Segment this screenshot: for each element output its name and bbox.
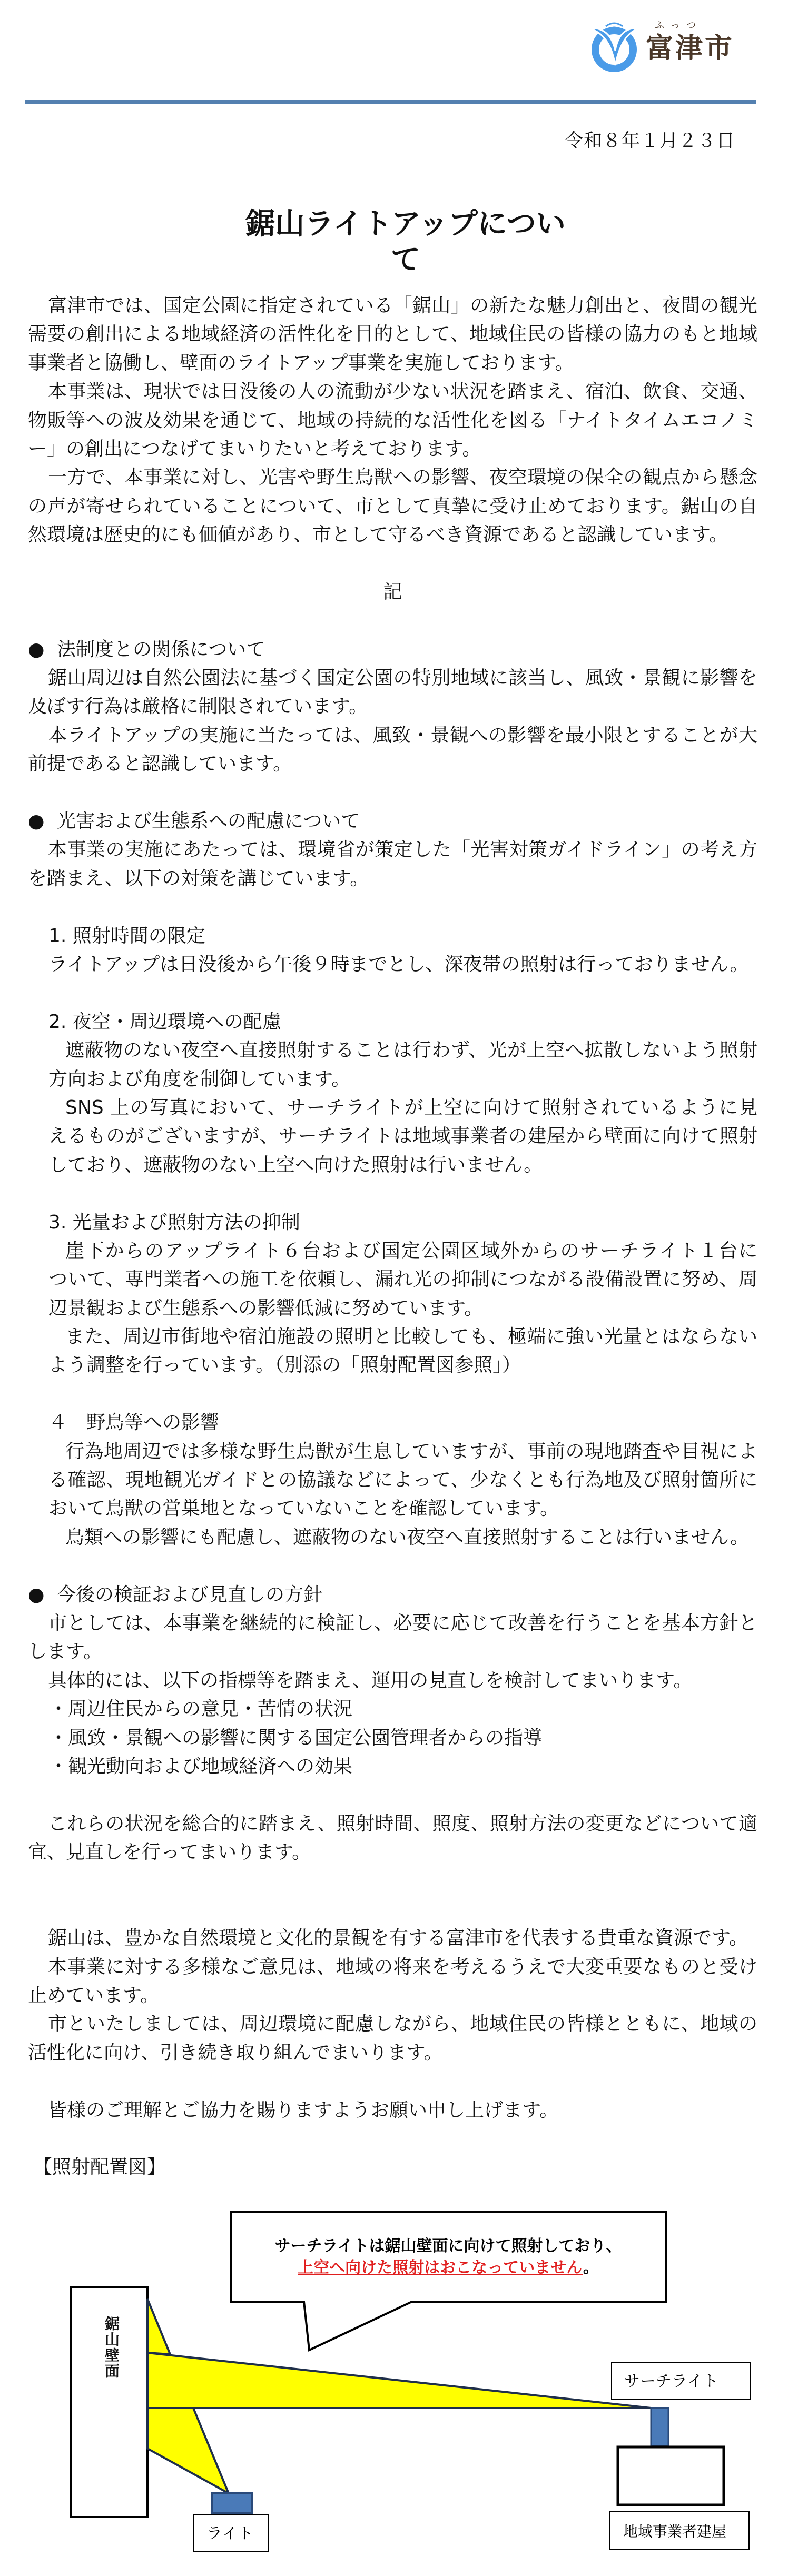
figure-label: 【照射配置図】	[33, 2156, 166, 2178]
body-line: SNS 上の写真において、サーチライトが上空に向けて照射されているように見	[65, 1096, 757, 1118]
body-line: 遮蔽物のない夜空へ直接照射することは行わず、光が上空へ拡散しないよう照射	[65, 1039, 757, 1062]
document-body	[28, 292, 757, 2182]
intro-line: ー」の創出につなげてまいりたいと考えております。	[28, 438, 481, 460]
conclusion-line: 止めています。	[28, 1985, 160, 2007]
callout-bubble	[231, 2212, 666, 2350]
heading-text: 光害および生態系への配慮について	[57, 810, 360, 833]
intro-line: 需要の創出による地域経済の活性化を目的として、地域住民の皆様の協力のもと地域	[28, 323, 757, 345]
intro-line: 一方で、本事業に対し、光害や野生鳥獣への影響、夜空環境の保全の観点から懸念	[48, 467, 757, 489]
callout-warning-text: 上空へ向けた照射はおこなっていません	[298, 2258, 583, 2277]
upper-beam	[147, 2299, 170, 2354]
searchlight-beam	[147, 2353, 651, 2408]
list-item: ・周辺住民からの意見・苦情の状況	[49, 1698, 353, 1720]
conclusion-line: 鋸山は、豊かな自然環境と文化的景観を有する富津市を代表する貴重な資源です。	[48, 1927, 748, 1949]
callout-line-1: サーチライトは鋸山壁面に向けて照射しており、	[274, 2237, 622, 2255]
body-line: を踏まえ、以下の対策を講じています。	[28, 867, 369, 889]
conclusion-line: 市といたしましては、周辺環境に配慮しながら、地域住民の皆様とともに、地域の	[48, 2013, 757, 2035]
ki-marker: 記	[383, 581, 402, 603]
body-line: 辺景観および生態系への影響低減に努めています。	[48, 1297, 484, 1319]
uplight-fixture	[212, 2493, 252, 2513]
bullet-icon: ●	[28, 810, 45, 833]
body-line: 具体的には、以下の指標等を踏まえ、運用の見直しを検討してまいります。	[48, 1669, 693, 1691]
intro-line: 然環境は歴史的にも価値があり、市として守るべき資源であると認識しています。	[28, 524, 728, 546]
intro-line: の声が寄せられていることについて、市として真摯に受け止めております。鋸山の自	[28, 495, 757, 517]
intro-line: 事業者と協働し、壁面のライトアップ事業を実施しております。	[28, 352, 574, 374]
wall-label: 鋸山壁面	[103, 2316, 120, 2379]
bullet-icon: ●	[28, 1583, 45, 1606]
document-date: 令和８年１月２３日	[564, 131, 735, 152]
body-line: おいて鳥獣の営巣地となっていないことを確認しています。	[48, 1498, 559, 1520]
section-heading-eco	[28, 807, 757, 836]
page-title: 鋸山ライトアップについて	[245, 207, 566, 277]
heading-text: 法制度との関係について	[57, 638, 265, 660]
uplight-beam	[147, 2408, 229, 2493]
section-heading-review	[28, 1581, 757, 1609]
body-line: ライトアップは日没後から午後９時までとし、深夜帯の照射は行っておりません。	[48, 953, 749, 975]
closing-request: 皆様のご理解とご協力を賜りますようお願い申し上げます。	[48, 2099, 559, 2121]
intro-line: 本事業は、現状では日没後の人の流動が少ない状況を踏まえ、宿泊、飲食、交通、	[48, 381, 757, 403]
list-item: ・観光動向および地域経済への効果	[49, 1755, 353, 1777]
intro-line: 富津市では、国定公園に指定されている「鋸山」の新たな魅力創出と、夜間の観光	[48, 295, 757, 316]
intro-line: 物販等への波及効果を通じて、地域の持続的な活性化を図る「ナイトタイムエコノミ	[28, 409, 757, 431]
body-line: 及ぼす行為は厳格に制限されています。	[28, 696, 368, 718]
body-line: 鋸山周辺は自然公園法に基づく国定公園の特別地域に該当し、風致・景観に影響を	[48, 667, 757, 689]
body-line: る確認、現地観光ガイドとの協議などによって、少なくとも行為地及び照射箇所に	[48, 1469, 757, 1491]
heading-text: 今後の検証および見直しの方針	[57, 1583, 323, 1606]
light-label: ライト	[206, 2524, 254, 2543]
callout-line-2	[298, 2258, 599, 2277]
operator-building	[618, 2447, 724, 2505]
body-line: これらの状況を総合的に踏まえ、照射時間、照度、照射方法の変更などについて適	[48, 1812, 757, 1835]
building-label: 地域事業者建屋	[623, 2523, 727, 2540]
logo-furigana: ふっつ	[655, 20, 702, 31]
item-heading: ４ 野鳥等への影響	[48, 1412, 220, 1434]
body-line: 行為地周辺では多様な野生鳥獣が生息していますが、事前の現地踏査や目視によ	[65, 1440, 757, 1462]
header-divider	[25, 100, 756, 104]
body-line: します。	[28, 1641, 103, 1663]
section-heading-law	[28, 636, 757, 664]
lighting-layout-diagram	[0, 2185, 788, 2576]
list-item: ・風致・景観への影響に関する国定公園管理者からの指導	[49, 1727, 543, 1749]
item-heading: 2. 夜空・周辺環境への配慮	[48, 1010, 281, 1033]
body-line: 前提であると認識しています。	[28, 753, 292, 775]
conclusion-line: 本事業に対する多様なご意見は、地域の将来を考えるうえで大変重要なものと受け	[48, 1956, 757, 1978]
body-line: よう調整を行っています。（別添の「照射配置図参照」）	[48, 1354, 521, 1376]
searchlight-fixture	[651, 2408, 668, 2446]
searchlight-label: サーチライト	[624, 2372, 719, 2391]
body-line: 本ライトアップの実施に当たっては、風致・景観への影響を最小限とすることが大	[48, 724, 757, 746]
body-line: 崖下からのアップライト６台および国定公園区域外からのサーチライト１台に	[65, 1240, 757, 1262]
body-line: 方向および角度を制御しています。	[48, 1068, 351, 1090]
item-heading: 1. 照射時間の限定	[48, 925, 205, 947]
body-line: 本事業の実施にあたっては、環境省が策定した「光害対策ガイドライン」の考え方	[48, 839, 757, 861]
item-heading: 3. 光量および照射方法の抑制	[48, 1211, 300, 1233]
body-line: 宜、見直しを行ってまいります。	[28, 1841, 311, 1864]
callout-period: 。	[583, 2258, 599, 2277]
body-line: 市としては、本事業を継続的に検証し、必要に応じて改善を行うことを基本方針と	[48, 1612, 757, 1634]
body-line: また、周辺市街地や宿泊施設の照明と比較しても、極端に強い光量とはならない	[65, 1326, 757, 1348]
logo-city-name: 富津市	[646, 33, 735, 64]
bullet-icon: ●	[28, 638, 45, 660]
body-line: ついて、専門業者への施工を依頼し、漏れ光の抑制につながる設備設置に努め、周	[48, 1269, 757, 1291]
body-line: えるものがございますが、サーチライトは地域事業者の建屋から壁面に向けて照射	[48, 1125, 757, 1147]
conclusion-line: 活性化に向け、引き続き取り組んでまいります。	[28, 2042, 443, 2064]
body-line: 鳥類への影響にも配慮し、遮蔽物のない夜空へ直接照射することは行いません。	[65, 1526, 750, 1548]
body-line: しており、遮蔽物のない上空へ向けた照射は行いません。	[48, 1154, 543, 1176]
